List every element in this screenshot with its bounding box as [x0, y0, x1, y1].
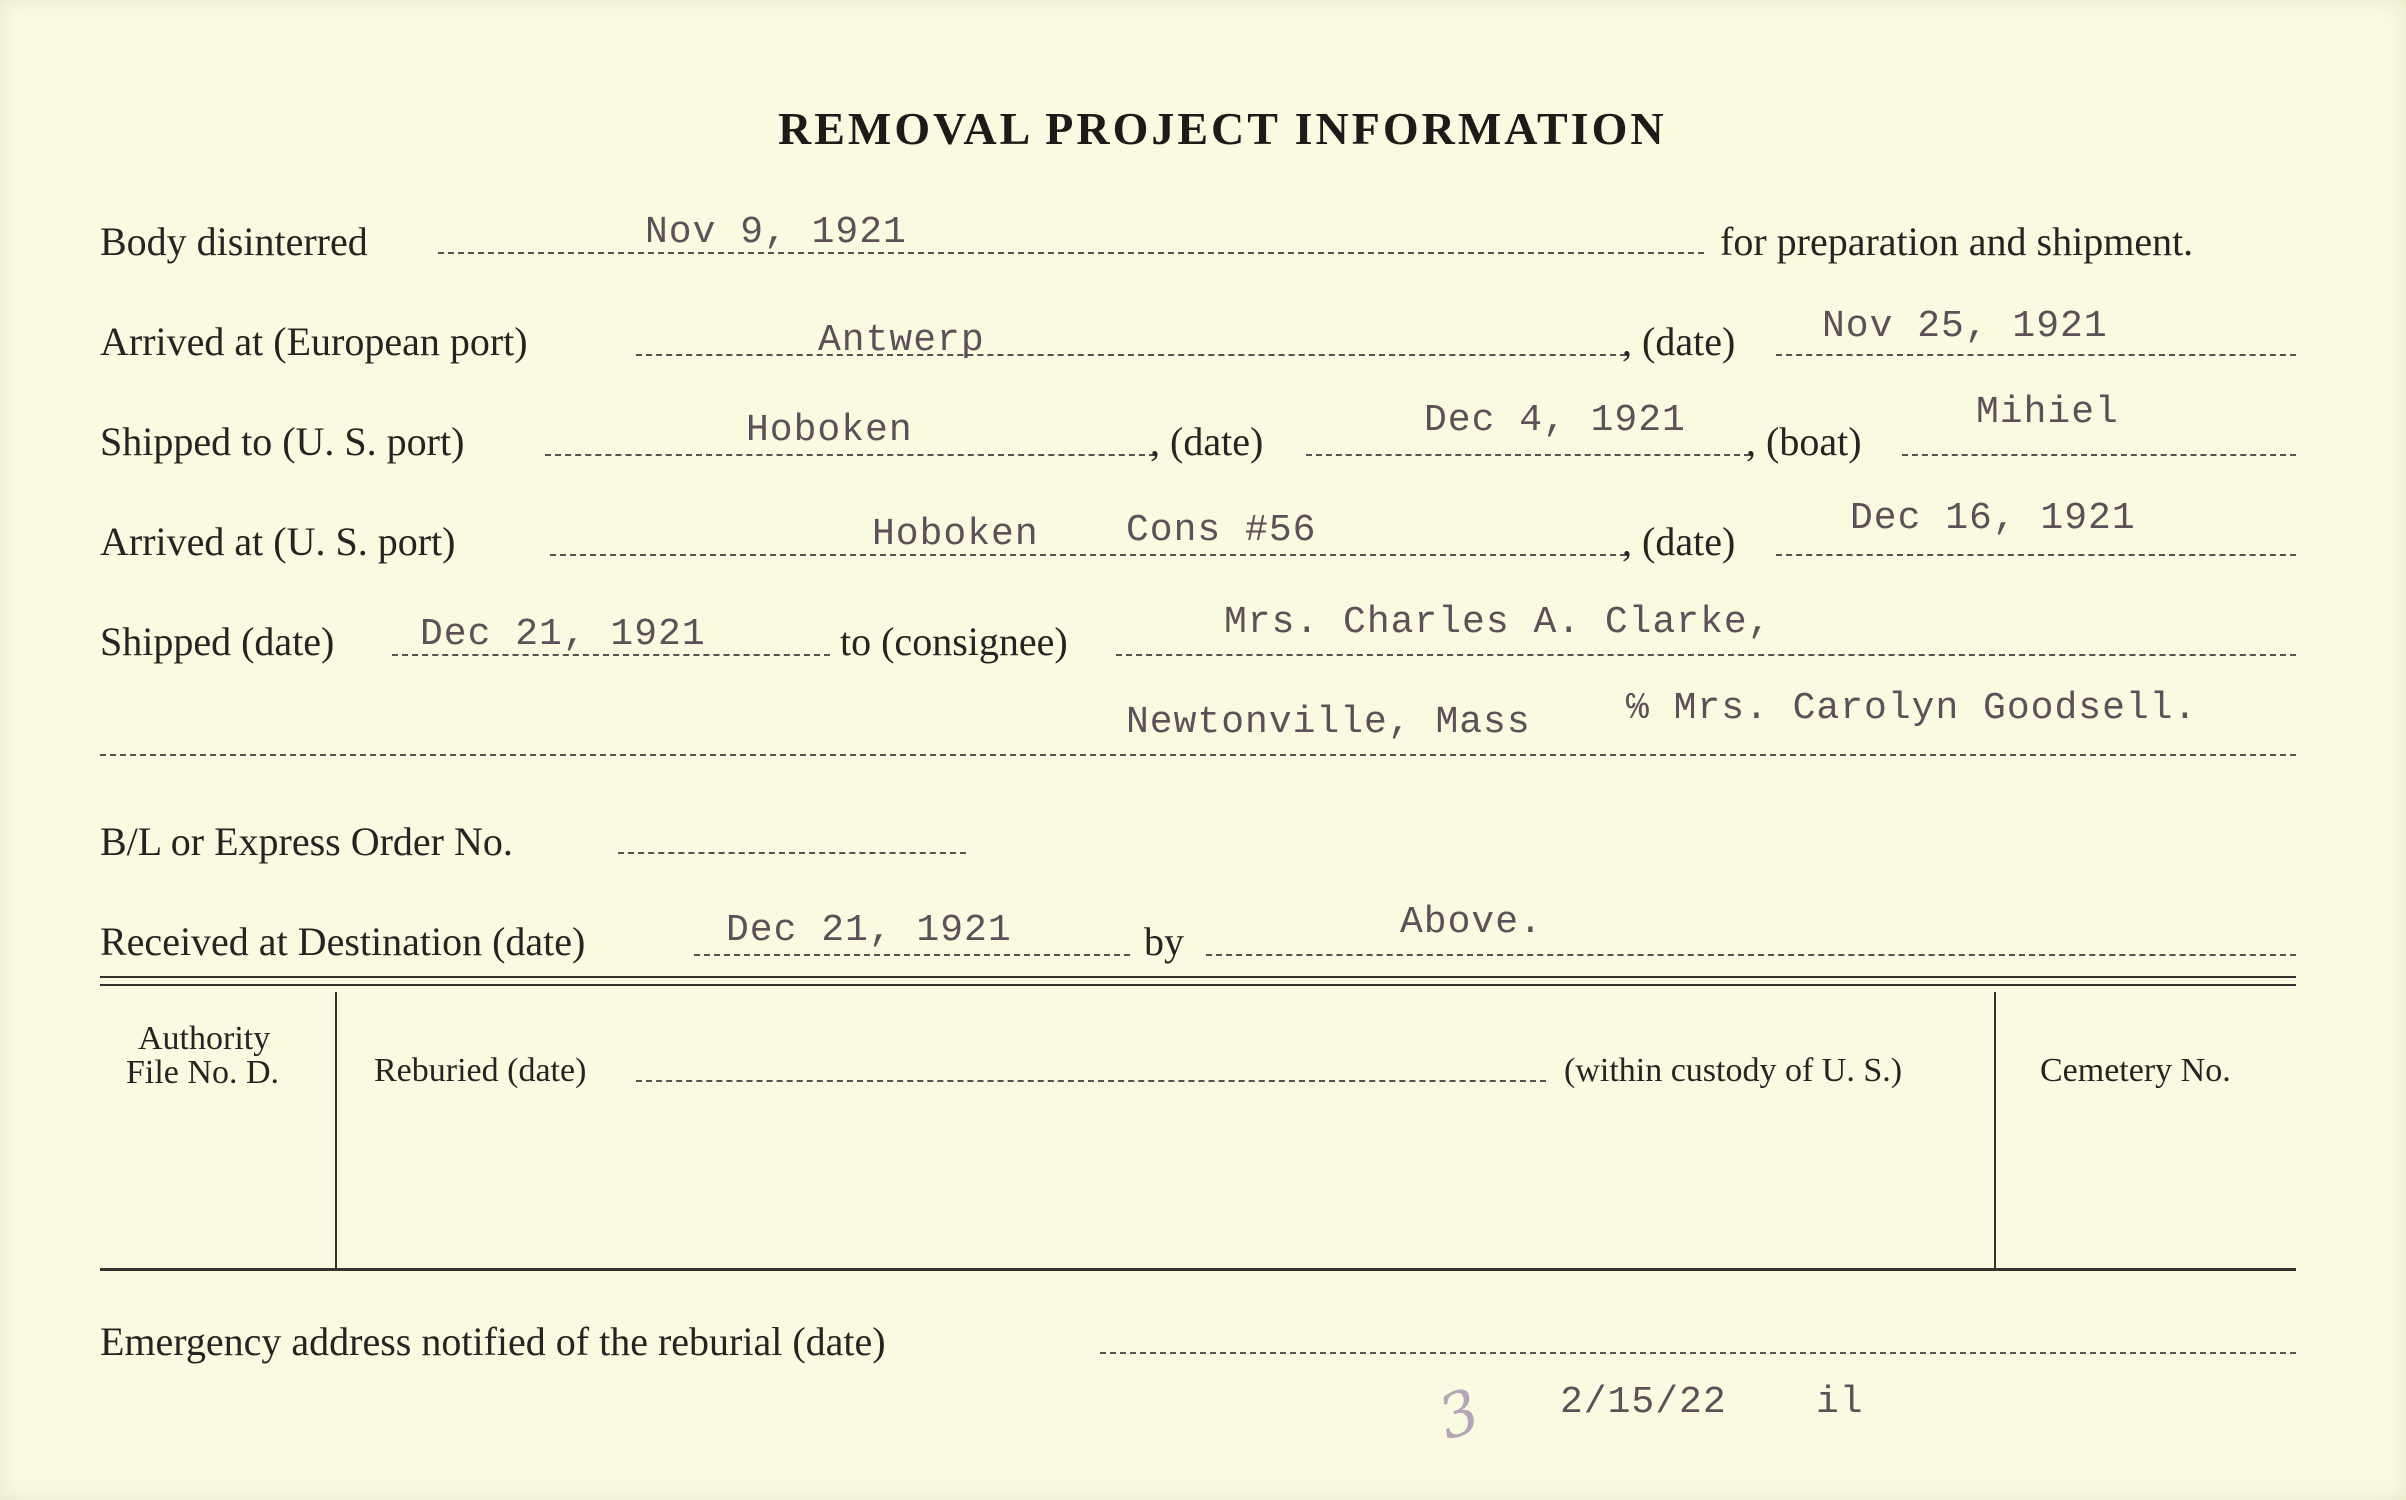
value-us-port: Hoboken	[746, 409, 913, 452]
field-line-european-port	[636, 354, 1626, 356]
label-boat: , (boat)	[1746, 419, 1862, 464]
double-rule-bottom	[100, 984, 2296, 986]
field-line-arrived-us-date	[1776, 554, 2296, 556]
field-line-bl-order	[618, 852, 966, 854]
field-line-us-ship-date	[1306, 454, 1750, 456]
value-european-port-date: Nov 25, 1921	[1822, 305, 2108, 348]
double-rule-top	[100, 976, 2296, 978]
value-shipped-date: Dec 21, 1921	[420, 613, 706, 656]
table-divider-left	[335, 992, 337, 1268]
field-line-arrived-us	[550, 554, 1626, 556]
label-emergency-address: Emergency address notified of the reburial (date)	[100, 1319, 886, 1364]
value-received-date: Dec 21, 1921	[726, 909, 1012, 952]
label-body-disinterred: Body disinterred	[100, 219, 368, 264]
label-bl-order: B/L or Express Order No.	[100, 819, 513, 864]
label-shipped-us-port: Shipped to (U. S. port)	[100, 419, 465, 464]
label-date-2: , (date)	[1150, 419, 1264, 464]
field-line-disinterred	[438, 252, 1704, 254]
field-line-consignee	[1116, 654, 2296, 656]
field-line-european-date	[1776, 354, 2296, 356]
label-arrived-european-port: Arrived at (European port)	[100, 319, 528, 364]
value-bottom-initials: il	[1816, 1381, 1864, 1424]
value-european-port: Antwerp	[818, 319, 985, 362]
label-received-destination: Received at Destination (date)	[100, 919, 586, 964]
value-arrived-us-date: Dec 16, 1921	[1850, 497, 2136, 540]
value-arrived-us-port: Hoboken	[872, 513, 1039, 556]
value-boat: Mihiel	[1976, 391, 2119, 434]
label-reburied-date: Reburied (date)	[374, 1052, 587, 1089]
value-consignee-city: Newtonville, Mass	[1126, 701, 1531, 744]
label-cemetery-no: Cemetery No.	[2040, 1052, 2231, 1089]
label-to-consignee: to (consignee)	[840, 619, 1068, 664]
value-bottom-date: 2/15/22	[1560, 1381, 1727, 1424]
label-arrived-us-port: Arrived at (U. S. port)	[100, 519, 456, 564]
label-date-3: , (date)	[1622, 519, 1736, 564]
field-line-received-date	[694, 954, 1130, 956]
field-line-emergency	[1100, 1352, 2296, 1354]
field-line-consignee-2	[100, 754, 2296, 756]
value-us-port-ship-date: Dec 4, 1921	[1424, 399, 1686, 442]
value-cons-number: Cons #56	[1126, 509, 1317, 552]
field-line-us-port	[545, 454, 1155, 456]
table-bottom-rule	[100, 1268, 2296, 1271]
label-file-no: File No. D.	[126, 1054, 279, 1091]
field-line-received-by	[1206, 954, 2296, 956]
value-consignee-line1: Mrs. Charles A. Clarke,	[1224, 601, 1772, 644]
value-disinterred-date: Nov 9, 1921	[645, 211, 907, 254]
label-by: by	[1144, 919, 1184, 964]
field-line-boat	[1902, 454, 2296, 456]
table-divider-right	[1994, 992, 1996, 1268]
label-date-1: , (date)	[1622, 319, 1736, 364]
value-received-by: Above.	[1400, 901, 1543, 944]
value-care-of: ℅ Mrs. Carolyn Goodsell.	[1626, 687, 2198, 730]
label-authority: Authority	[138, 1020, 271, 1057]
label-within-custody: (within custody of U. S.)	[1564, 1052, 1903, 1089]
label-for-preparation: for preparation and shipment.	[1720, 219, 2194, 264]
label-shipped-date: Shipped (date)	[100, 619, 335, 664]
field-line-reburied	[636, 1080, 1546, 1082]
handwritten-mark: 3	[1430, 1375, 1489, 1455]
card-title: REMOVAL PROJECT INFORMATION	[778, 103, 1667, 154]
